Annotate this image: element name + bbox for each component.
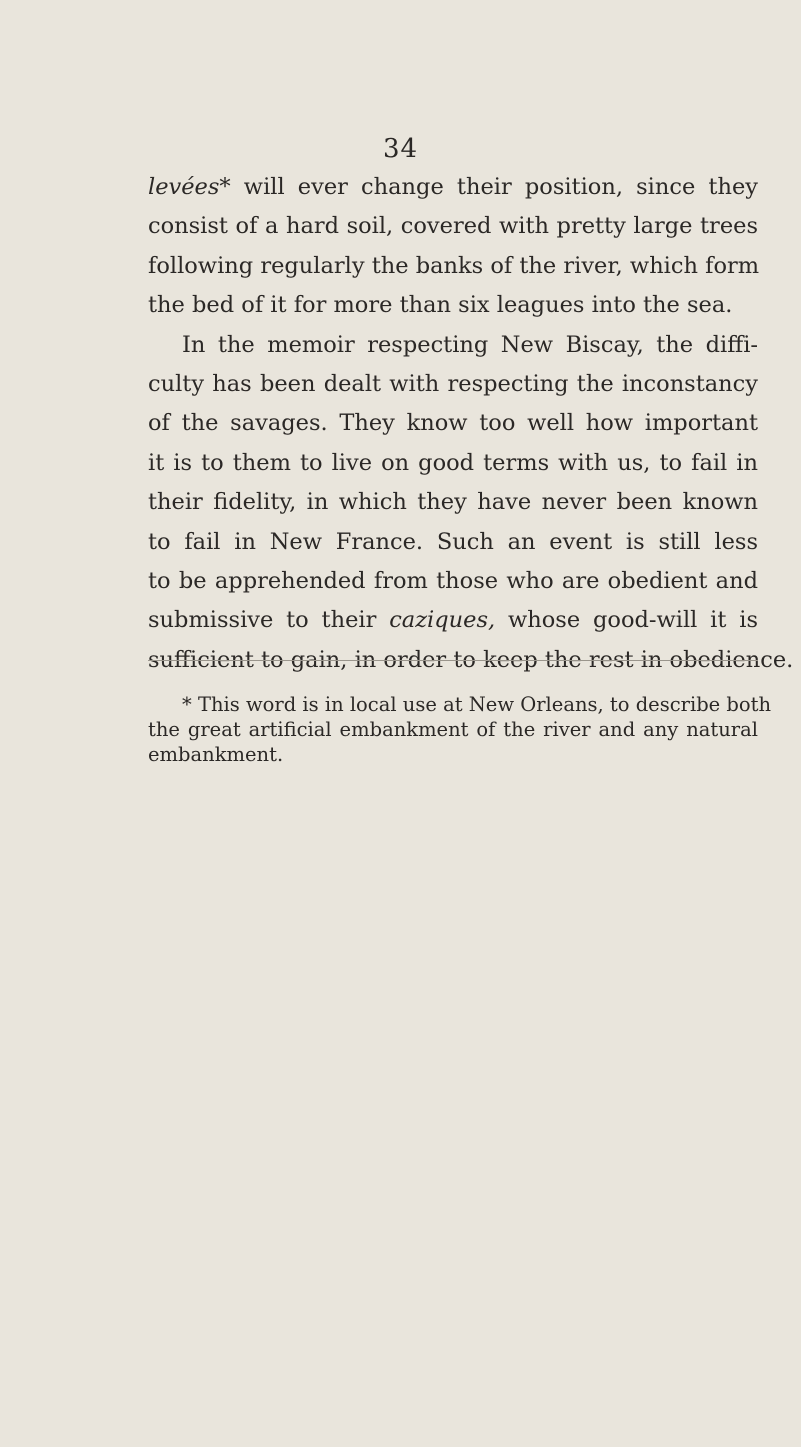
text-line: consist of a hard soil, covered with pretty large trees bbox=[148, 213, 758, 240]
text-line: it is to them to live on good terms with us, to fail in bbox=[148, 449, 758, 476]
text-line: levées* will ever change their position, since they bbox=[148, 174, 758, 200]
text-line: of the savages. They know too well how important bbox=[148, 410, 758, 437]
text-line: culty has been dealt with respecting the inconstancy bbox=[148, 370, 758, 397]
text-line: their fidelity, in which they have never been known bbox=[148, 489, 758, 516]
footnote bbox=[148, 692, 772, 767]
main-text bbox=[148, 168, 794, 680]
text-line: to be apprehended from those who are obedient and bbox=[148, 567, 758, 594]
footnote-line: embankment. bbox=[148, 743, 284, 766]
text-line: submissive to their caziques, whose good-will it is bbox=[148, 607, 758, 634]
footnote-line: * This word is in local use at New Orleans, to describe both bbox=[182, 693, 772, 716]
text-line: to fail in New France. Such an event is still less bbox=[148, 528, 758, 555]
text-line: following regularly the banks of the river, which form bbox=[148, 252, 760, 279]
text-line: In the memoir respecting New Biscay, the diffi- bbox=[182, 331, 758, 358]
footnote-line: the great artificial embankment of the river and any natural bbox=[148, 718, 758, 741]
page-number: 34 bbox=[382, 134, 419, 164]
italic-term: caziques, bbox=[389, 607, 496, 634]
italic-term: levées* bbox=[148, 174, 231, 200]
text-line: sufficient to gain, in order to keep the rest in obedience. bbox=[148, 646, 794, 673]
footnote-divider bbox=[148, 660, 758, 661]
text-line: the bed of it for more than six leagues into the sea. bbox=[148, 292, 733, 319]
